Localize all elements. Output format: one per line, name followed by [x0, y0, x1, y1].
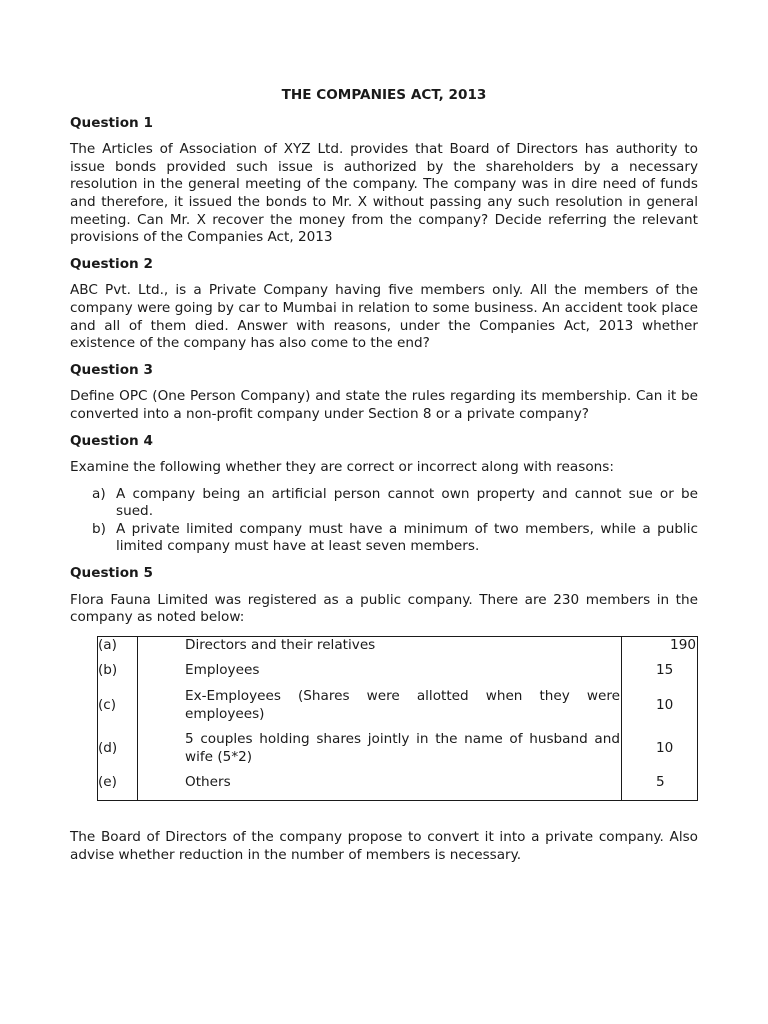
row-count: 10 [656, 696, 674, 713]
table-row [98, 658, 698, 684]
row-label: (b) [98, 658, 138, 684]
table-row [98, 684, 698, 727]
table-row [98, 727, 698, 770]
question-4-text: Examine the following whether they are correct or incorrect along with reasons: [70, 459, 614, 476]
row-label: (a) [98, 636, 138, 658]
question-5-closing: The Board of Directors of the company propose to convert it into a private company. Also advise whether reduction in the number of members is necessary. [70, 829, 698, 863]
question-2-heading: Question 2 [70, 255, 153, 272]
list-item-text: A private limited company must have a minimum of two members, while a public limited company must have at least seven members. [116, 520, 698, 555]
document-page [70, 87, 698, 873]
question-1-heading: Question 1 [70, 114, 153, 131]
table-row [98, 636, 698, 658]
row-description: Directors and their relatives [185, 636, 622, 658]
row-description: 5 couples holding shares jointly in the name of husband and wife (5*2) [185, 727, 622, 770]
members-table [97, 636, 698, 801]
row-label: (e) [98, 770, 138, 800]
list-item [70, 521, 698, 556]
question-4-list [70, 486, 698, 556]
list-item-text: A company being an artificial person cannot own property and cannot sue or be sued. [116, 485, 698, 520]
question-5-text: Flora Fauna Limited was registered as a public company. There are 230 members in the company as noted below: [70, 591, 698, 626]
row-count: 10 [656, 740, 674, 757]
row-count: 5 [656, 774, 665, 791]
row-count: 190 [670, 636, 696, 653]
question-4-heading: Question 4 [70, 432, 153, 449]
question-1-text: The Articles of Association of XYZ Ltd. provides that Board of Directors has authority to issue bonds provided such issue is authorized by the shareholders by a necessary resolution in the general meeting of the company. The company was in dire need of funds and therefore, it issued the bonds to Mr. X without passing any such resolution in general meeting. Can Mr. X recover the money from the company? Decide referring the relevant provisions of the Companies Act, 2013 [70, 141, 698, 246]
list-marker: a) [92, 485, 106, 502]
question-5-heading: Question 5 [70, 565, 153, 582]
row-label: (c) [98, 684, 138, 727]
row-description: Others [185, 770, 622, 800]
question-2-text: ABC Pvt. Ltd., is a Private Company having five members only. All the members of the company were going by car to Mumbai in relation to some business. An accident took place and all of them died. Answer with reasons, under the Companies Act, 2013 whether existence of the company has also come to the end? [70, 282, 698, 352]
document-title: THE COMPANIES ACT, 2013 [281, 87, 487, 103]
row-count: 15 [656, 662, 674, 679]
row-label: (d) [98, 727, 138, 770]
question-3-heading: Question 3 [70, 361, 153, 378]
row-description: Ex-Employees (Shares were allotted when they were employees) [185, 684, 622, 727]
list-item [70, 486, 698, 521]
question-3-text: Define OPC (One Person Company) and state the rules regarding its membership. Can it be converted into a non-profit company under Section 8 or a private company? [70, 388, 698, 422]
list-marker: b) [92, 520, 106, 537]
table-row [98, 770, 698, 800]
row-description: Employees [185, 658, 622, 684]
